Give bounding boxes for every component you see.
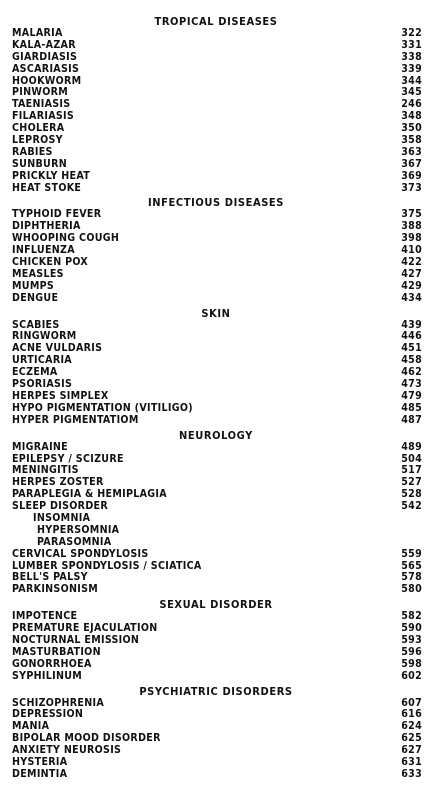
entry-title: LUMBER SPONDYLOSIS / SCIATICA xyxy=(12,559,202,572)
entry-page-number: 616 xyxy=(401,708,422,721)
entry-title: PARKINSONISM xyxy=(12,583,99,596)
contents-entry xyxy=(0,40,432,52)
contents-entry xyxy=(0,659,432,671)
entry-page-number: 358 xyxy=(401,134,422,147)
entry-page-number: 602 xyxy=(401,669,422,682)
entry-title: CHICKEN POX xyxy=(12,256,89,269)
entry-page-number: 527 xyxy=(401,476,422,489)
entry-title: SCHIZOPHRENIA xyxy=(12,696,104,709)
contents-entry xyxy=(0,442,432,454)
entry-page-number: 479 xyxy=(401,389,422,402)
entry-page-number: 473 xyxy=(401,378,422,391)
entry-page-number: 485 xyxy=(401,401,422,414)
contents-entry xyxy=(0,269,432,281)
entry-page-number: 462 xyxy=(401,366,422,379)
contents-entry xyxy=(0,183,432,195)
entry-title: ANXIETY NEUROSIS xyxy=(12,744,122,757)
entry-title: RABIES xyxy=(12,145,53,158)
entry-title: TAENIASIS xyxy=(12,98,71,111)
contents-entry xyxy=(0,537,432,549)
entry-title: DEMINTIA xyxy=(12,767,68,780)
entry-page-number: 596 xyxy=(401,645,422,658)
entry-title: MASTURBATION xyxy=(12,645,101,658)
entry-title: HOOKWORM xyxy=(12,74,82,87)
entry-page-number: 504 xyxy=(401,452,422,465)
entry-title: PARASOMNIA xyxy=(37,535,112,548)
entry-title: MALARIA xyxy=(12,27,63,39)
entry-title: MENINGITIS xyxy=(12,464,79,477)
entry-page-number: 590 xyxy=(401,622,422,635)
contents-entry xyxy=(0,549,432,561)
section-heading: TROPICAL DISEASES xyxy=(154,15,278,28)
contents-entry xyxy=(0,769,432,781)
entry-page-number: 369 xyxy=(401,169,422,182)
entry-page-number: 633 xyxy=(401,767,422,780)
entry-title: DEPRESSION xyxy=(12,708,84,721)
contents-entry xyxy=(0,135,432,147)
entry-page-number: 348 xyxy=(401,110,422,123)
entry-page-number: 517 xyxy=(401,464,422,477)
entry-page-number: 446 xyxy=(401,330,422,343)
entry-page-number: 427 xyxy=(401,267,422,280)
entry-title: PREMATURE EJACULATION xyxy=(12,622,158,635)
entry-page-number: 607 xyxy=(401,696,422,709)
contents-entry xyxy=(0,403,432,415)
entry-title: INFLUENZA xyxy=(12,244,75,257)
section-heading: INFECTIOUS DISEASES xyxy=(147,196,285,210)
entry-title: RINGWORM xyxy=(12,330,77,343)
entry-page-number: 593 xyxy=(401,633,422,646)
contents-entry xyxy=(0,111,432,123)
contents-entry xyxy=(0,355,432,367)
contents-entry xyxy=(0,584,432,596)
entry-page-number: 565 xyxy=(401,559,422,572)
entry-page-number: 458 xyxy=(401,354,422,367)
entry-title: MUMPS xyxy=(12,279,55,292)
entry-page-number: 434 xyxy=(401,291,422,304)
contents-section xyxy=(0,308,432,427)
entry-title: EPILEPSY / SCIZURE xyxy=(12,452,124,465)
contents-entry xyxy=(0,525,432,537)
entry-title: IMPOTENCE xyxy=(12,610,78,623)
entry-page-number: 627 xyxy=(401,744,422,757)
entry-title: PRICKLY HEAT xyxy=(12,169,91,182)
contents-section xyxy=(0,686,432,781)
entry-page-number: 388 xyxy=(401,220,422,233)
entry-page-number: 582 xyxy=(401,610,422,623)
entry-page-number: 345 xyxy=(401,86,422,99)
entry-title: SLEEP DISORDER xyxy=(12,500,108,513)
section-heading: SKIN xyxy=(201,306,231,320)
contents-entry xyxy=(0,293,432,305)
section-heading: NEUROLOGY xyxy=(179,428,253,442)
entry-page-number: 367 xyxy=(401,157,422,170)
contents-entry xyxy=(0,647,432,659)
entry-title: SUNBURN xyxy=(12,157,67,170)
contents-entry xyxy=(0,123,432,135)
entry-title: SCABIES xyxy=(12,318,60,331)
entry-title: HYPO PIGMENTATION (VITILIGO) xyxy=(12,401,193,414)
entry-title: FILARIASIS xyxy=(12,110,75,123)
entry-page-number: 322 xyxy=(401,27,422,39)
contents-section xyxy=(0,599,432,682)
entry-page-number: 578 xyxy=(401,571,422,584)
section-heading: SEXUAL DISORDER xyxy=(159,598,273,612)
contents-entry xyxy=(0,415,432,427)
entry-title: KALA-AZAR xyxy=(12,38,76,51)
entry-title: SYPHILINUM xyxy=(12,669,83,682)
entry-title: CHOLERA xyxy=(12,122,65,135)
entry-page-number: 339 xyxy=(401,62,422,75)
entry-page-number: 422 xyxy=(401,256,422,269)
entry-page-number: 528 xyxy=(401,488,422,501)
entry-title: BIPOLAR MOOD DISORDER xyxy=(12,732,161,745)
entry-title: URTICARIA xyxy=(12,354,72,367)
contents-entry xyxy=(0,257,432,269)
entry-title: WHOOPING COUGH xyxy=(12,232,120,245)
entry-title: HYSTERIA xyxy=(12,755,68,768)
entry-title: ASCARIASIS xyxy=(12,62,80,75)
entry-page-number: 331 xyxy=(401,38,422,51)
contents-entry xyxy=(0,147,432,159)
contents-entry xyxy=(0,52,432,64)
contents-entry xyxy=(0,171,432,183)
entry-page-number: 338 xyxy=(401,50,422,63)
entry-page-number: 487 xyxy=(401,413,422,426)
contents-section xyxy=(0,197,432,304)
entry-title: INSOMNIA xyxy=(33,511,91,524)
entry-title: HYPER PIGMENTATIOM xyxy=(12,413,139,426)
section-heading: PSYCHIATRIC DISORDERS xyxy=(139,684,293,698)
entry-title: LEPROSY xyxy=(12,134,63,147)
entry-title: MIGRAINE xyxy=(12,440,68,453)
entry-page-number: 631 xyxy=(401,755,422,768)
entry-title: GONORRHOEA xyxy=(12,657,92,670)
entry-title: TYPHOID FEVER xyxy=(12,208,102,221)
entry-page-number: 489 xyxy=(401,440,422,453)
entry-title: DENGUE xyxy=(12,291,59,304)
entry-page-number: 598 xyxy=(401,657,422,670)
entry-page-number: 350 xyxy=(401,122,422,135)
entry-page-number: 246 xyxy=(401,98,422,111)
entry-title: NOCTURNAL EMISSION xyxy=(12,633,140,646)
contents-entry xyxy=(0,159,432,171)
entry-page-number: 439 xyxy=(401,318,422,331)
entry-page-number: 542 xyxy=(401,500,422,513)
entry-title: HYPERSOMNIA xyxy=(37,523,120,536)
entry-page-number: 363 xyxy=(401,145,422,158)
contents-entry xyxy=(0,281,432,293)
entry-title: HERPES SIMPLEX xyxy=(12,389,109,402)
entry-page-number: 373 xyxy=(401,181,422,194)
entry-title: PSORIASIS xyxy=(12,378,73,391)
entry-page-number: 375 xyxy=(401,208,422,221)
entry-page-number: 580 xyxy=(401,583,422,596)
entry-title: BELL'S PALSY xyxy=(12,571,88,584)
contents-section xyxy=(0,430,432,597)
entry-title: MANIA xyxy=(12,720,50,733)
entry-page-number: 559 xyxy=(401,547,422,560)
entry-page-number: 429 xyxy=(401,279,422,292)
contents-section xyxy=(0,16,432,194)
contents-entry xyxy=(0,671,432,683)
entry-title: CERVICAL SPONDYLOSIS xyxy=(12,547,149,560)
entry-title: MEASLES xyxy=(12,267,64,280)
entry-title: HERPES ZOSTER xyxy=(12,476,104,489)
entry-page-number: 451 xyxy=(401,342,422,355)
entry-page-number: 344 xyxy=(401,74,422,87)
entry-page-number: 625 xyxy=(401,732,422,745)
entry-page-number: 398 xyxy=(401,232,422,245)
entry-title: GIARDIASIS xyxy=(12,50,78,63)
entry-page-number: 624 xyxy=(401,720,422,733)
entry-title: ECZEMA xyxy=(12,366,58,379)
entry-title: DIPHTHERIA xyxy=(12,220,81,233)
entry-title: HEAT STOKE xyxy=(12,181,82,194)
contents-entry xyxy=(0,64,432,76)
entry-title: ACNE VULDARIS xyxy=(12,342,103,355)
entry-title: PINWORM xyxy=(12,86,69,99)
entry-title: PARAPLEGIA & HEMIPLAGIA xyxy=(12,488,167,501)
contents-entry xyxy=(0,709,432,721)
entry-page-number: 410 xyxy=(401,244,422,257)
